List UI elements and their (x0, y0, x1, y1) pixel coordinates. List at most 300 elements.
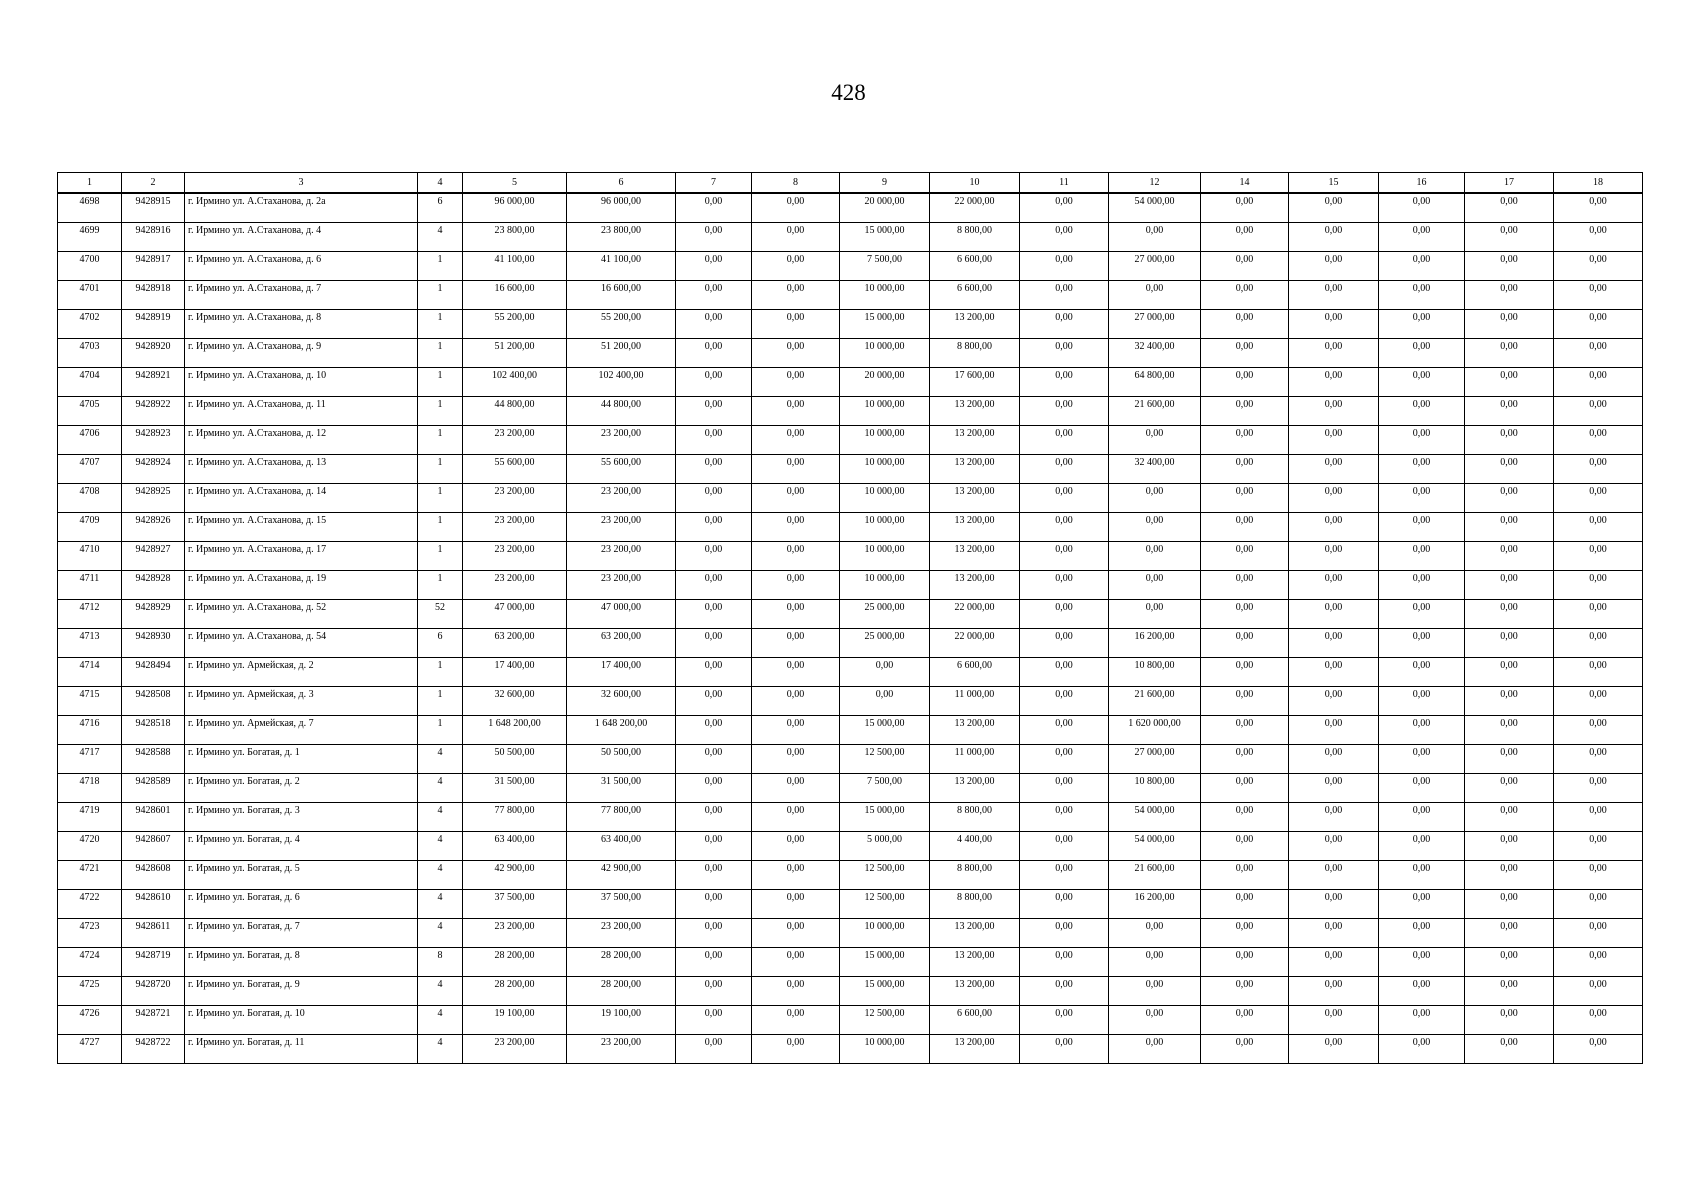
table-cell: 4 (418, 1005, 463, 1034)
table-cell: 47 000,00 (567, 599, 676, 628)
table-cell: 0,00 (676, 193, 752, 222)
table-cell: 4706 (58, 425, 122, 454)
table-cell: г. Ирмино ул. Богатая, д. 3 (185, 802, 418, 831)
table-cell: г. Ирмино ул. А.Стаханова, д. 19 (185, 570, 418, 599)
table-cell: 0,00 (1379, 309, 1465, 338)
table-cell: 0,00 (1554, 541, 1643, 570)
table-cell: 41 100,00 (567, 251, 676, 280)
table-cell: 0,00 (1289, 483, 1379, 512)
table-cell: 4701 (58, 280, 122, 309)
table-cell: 4723 (58, 918, 122, 947)
table-cell: 96 000,00 (463, 193, 567, 222)
table-cell: 12 500,00 (840, 889, 930, 918)
table-cell: 4 (418, 918, 463, 947)
table-cell: 0,00 (1289, 976, 1379, 1005)
table-cell: 0,00 (1379, 396, 1465, 425)
table-cell: 0,00 (1554, 831, 1643, 860)
table-cell: 0,00 (1201, 831, 1289, 860)
table-cell: 0,00 (1201, 715, 1289, 744)
table-cell: 20 000,00 (840, 367, 930, 396)
table-cell: 6 600,00 (930, 657, 1020, 686)
table-cell: 5 000,00 (840, 831, 930, 860)
table-cell: 8 800,00 (930, 889, 1020, 918)
header-row (58, 173, 1643, 194)
table-cell: 9428930 (122, 628, 185, 657)
table-cell: 6 600,00 (930, 280, 1020, 309)
table-cell: 15 000,00 (840, 715, 930, 744)
table-cell: 0,00 (1554, 309, 1643, 338)
table-cell: 0,00 (1554, 599, 1643, 628)
table-cell: 54 000,00 (1109, 831, 1201, 860)
table-cell: 9428601 (122, 802, 185, 831)
table-cell: 10 000,00 (840, 454, 930, 483)
table-cell: 1 (418, 454, 463, 483)
column-header: 2 (122, 173, 185, 194)
table-cell: г. Ирмино ул. А.Стаханова, д. 9 (185, 338, 418, 367)
table-cell: 0,00 (1465, 570, 1554, 599)
table-cell: 4708 (58, 483, 122, 512)
table-cell: 9428917 (122, 251, 185, 280)
table-cell: 28 200,00 (567, 976, 676, 1005)
table-cell: 1 (418, 657, 463, 686)
table-cell: 0,00 (1201, 338, 1289, 367)
table-cell: 23 200,00 (463, 512, 567, 541)
table-cell: 0,00 (1465, 483, 1554, 512)
table-cell: 0,00 (676, 570, 752, 599)
table-cell: 10 000,00 (840, 483, 930, 512)
table-cell: 0,00 (1201, 570, 1289, 599)
table-cell: 8 800,00 (930, 338, 1020, 367)
table-cell: 12 500,00 (840, 744, 930, 773)
table-cell: 10 000,00 (840, 1034, 930, 1063)
table-cell: 9428915 (122, 193, 185, 222)
table-cell: 0,00 (1289, 686, 1379, 715)
table-cell: 4704 (58, 367, 122, 396)
table-cell: 54 000,00 (1109, 193, 1201, 222)
table-cell: 0,00 (1201, 628, 1289, 657)
table-cell: 0,00 (1201, 802, 1289, 831)
table-cell: 15 000,00 (840, 947, 930, 976)
table-cell: 0,00 (1020, 918, 1109, 947)
table-cell: 0,00 (1020, 193, 1109, 222)
table-cell: 4719 (58, 802, 122, 831)
table-cell: 0,00 (1201, 1005, 1289, 1034)
table-cell: 0,00 (752, 483, 840, 512)
table-row (58, 367, 1643, 396)
table-cell: 63 400,00 (463, 831, 567, 860)
table-cell: 0,00 (676, 744, 752, 773)
table-cell: 13 200,00 (930, 309, 1020, 338)
table-cell: 0,00 (1020, 222, 1109, 251)
table-cell: 20 000,00 (840, 193, 930, 222)
table-row (58, 483, 1643, 512)
table-row (58, 425, 1643, 454)
table-cell: 41 100,00 (463, 251, 567, 280)
table-cell: 0,00 (1554, 512, 1643, 541)
table-row (58, 744, 1643, 773)
page-number: 428 (831, 80, 866, 105)
table-cell: 0,00 (1289, 454, 1379, 483)
table-cell: 6 600,00 (930, 251, 1020, 280)
table-cell: 0,00 (1109, 976, 1201, 1005)
table-cell: 0,00 (1465, 512, 1554, 541)
table-cell: 0,00 (1109, 512, 1201, 541)
table-cell: 0,00 (1289, 1005, 1379, 1034)
table-cell: 0,00 (1109, 599, 1201, 628)
table-cell: г. Ирмино ул. Богатая, д. 4 (185, 831, 418, 860)
table-row (58, 715, 1643, 744)
table-cell: 0,00 (676, 802, 752, 831)
table-cell: 0,00 (752, 976, 840, 1005)
table-cell: 0,00 (1379, 367, 1465, 396)
table-cell: 0,00 (1554, 628, 1643, 657)
table-cell: 9428925 (122, 483, 185, 512)
table-cell: 0,00 (1201, 425, 1289, 454)
table-cell: 23 200,00 (463, 570, 567, 599)
table-cell: 0,00 (752, 831, 840, 860)
column-header: 12 (1109, 173, 1201, 194)
table-cell: г. Ирмино ул. Богатая, д. 7 (185, 918, 418, 947)
table-row (58, 396, 1643, 425)
table-cell: 0,00 (1201, 193, 1289, 222)
table-cell: 0,00 (752, 860, 840, 889)
table-cell: 13 200,00 (930, 541, 1020, 570)
table-cell: 4 (418, 222, 463, 251)
table-cell: 0,00 (676, 976, 752, 1005)
table-cell: 0,00 (1289, 222, 1379, 251)
table-cell: 9428916 (122, 222, 185, 251)
table-cell: 8 800,00 (930, 802, 1020, 831)
table-cell: 0,00 (1379, 686, 1465, 715)
table-cell: 0,00 (1379, 570, 1465, 599)
column-header: 17 (1465, 173, 1554, 194)
table-cell: 0,00 (1379, 1005, 1465, 1034)
registry-table (57, 172, 1643, 1064)
table-cell: г. Ирмино ул. Богатая, д. 5 (185, 860, 418, 889)
table-cell: 0,00 (1201, 773, 1289, 802)
table-cell: 0,00 (1379, 831, 1465, 860)
table-cell: 0,00 (1554, 222, 1643, 251)
table-cell: г. Ирмино ул. Богатая, д. 11 (185, 1034, 418, 1063)
table-row (58, 628, 1643, 657)
table-cell: 0,00 (1465, 338, 1554, 367)
column-header: 4 (418, 173, 463, 194)
table-cell: 0,00 (1465, 773, 1554, 802)
table-cell: 0,00 (1465, 425, 1554, 454)
table-cell: 0,00 (1379, 251, 1465, 280)
table-row (58, 889, 1643, 918)
table-cell: 16 200,00 (1109, 889, 1201, 918)
table-cell: 4717 (58, 744, 122, 773)
table-cell: 0,00 (752, 686, 840, 715)
table-cell: 21 600,00 (1109, 860, 1201, 889)
table-cell: 0,00 (1465, 657, 1554, 686)
table-cell: 0,00 (1379, 628, 1465, 657)
table-cell: 0,00 (1109, 1034, 1201, 1063)
table-cell: г. Ирмино ул. А.Стаханова, д. 4 (185, 222, 418, 251)
table-cell: 25 000,00 (840, 599, 930, 628)
table-cell: 55 600,00 (463, 454, 567, 483)
table-cell: 0,00 (1554, 1005, 1643, 1034)
table-cell: 0,00 (1020, 367, 1109, 396)
table-cell: 15 000,00 (840, 222, 930, 251)
table-cell: г. Ирмино ул. А.Стаханова, д. 11 (185, 396, 418, 425)
table-cell: 4 (418, 889, 463, 918)
table-cell: 13 200,00 (930, 715, 1020, 744)
table-row (58, 338, 1643, 367)
table-cell: 0,00 (1020, 744, 1109, 773)
table-cell: 23 200,00 (567, 425, 676, 454)
table-cell: 9428929 (122, 599, 185, 628)
table-cell: 9428518 (122, 715, 185, 744)
table-cell: 0,00 (1020, 976, 1109, 1005)
table-cell: 0,00 (1554, 744, 1643, 773)
table-row (58, 193, 1643, 222)
table-cell: 0,00 (1465, 222, 1554, 251)
table-cell: 0,00 (1465, 280, 1554, 309)
table-cell: 0,00 (752, 396, 840, 425)
table-cell: 0,00 (1379, 280, 1465, 309)
table-cell: 0,00 (1554, 918, 1643, 947)
table-cell: 1 (418, 309, 463, 338)
table-cell: 0,00 (752, 947, 840, 976)
table-cell: 6 (418, 628, 463, 657)
table-body (58, 193, 1643, 1063)
table-row (58, 831, 1643, 860)
table-cell: 21 600,00 (1109, 686, 1201, 715)
table-cell: 0,00 (752, 628, 840, 657)
table-cell: 1 (418, 715, 463, 744)
table-cell: 0,00 (1289, 947, 1379, 976)
table-cell: 0,00 (1201, 599, 1289, 628)
table-cell: 0,00 (1201, 657, 1289, 686)
table-cell: 6 (418, 193, 463, 222)
table-cell: 0,00 (1379, 657, 1465, 686)
table-cell: 0,00 (1379, 425, 1465, 454)
table-cell: г. Ирмино ул. А.Стаханова, д. 2а (185, 193, 418, 222)
table-cell: 1 (418, 512, 463, 541)
table-cell: 63 200,00 (463, 628, 567, 657)
table-cell: 0,00 (752, 715, 840, 744)
table-cell: 23 200,00 (567, 541, 676, 570)
table-cell: 4724 (58, 947, 122, 976)
table-cell: 0,00 (1465, 976, 1554, 1005)
table-cell: 0,00 (1020, 1034, 1109, 1063)
table-cell: 10 000,00 (840, 541, 930, 570)
table-cell: 0,00 (1109, 425, 1201, 454)
table-cell: 10 000,00 (840, 338, 930, 367)
table-cell: 0,00 (1554, 715, 1643, 744)
table-cell: 4709 (58, 512, 122, 541)
table-cell: 13 200,00 (930, 570, 1020, 599)
table-cell: 0,00 (676, 686, 752, 715)
table-row (58, 570, 1643, 599)
table-cell: 0,00 (1020, 657, 1109, 686)
table-cell: 13 200,00 (930, 918, 1020, 947)
table-cell: 0,00 (1554, 338, 1643, 367)
table-cell: 0,00 (1289, 570, 1379, 599)
table-cell: 0,00 (676, 1005, 752, 1034)
table-cell: 0,00 (1289, 193, 1379, 222)
table-cell: г. Ирмино ул. А.Стаханова, д. 8 (185, 309, 418, 338)
table-cell: 9428494 (122, 657, 185, 686)
table-cell: 0,00 (752, 773, 840, 802)
table-cell: 50 500,00 (463, 744, 567, 773)
table-cell: 1 (418, 338, 463, 367)
table-cell: 0,00 (1201, 222, 1289, 251)
table-row (58, 686, 1643, 715)
table-cell: 0,00 (1554, 1034, 1643, 1063)
table-cell: 6 600,00 (930, 1005, 1020, 1034)
table-cell: 0,00 (1554, 570, 1643, 599)
table-cell: г. Ирмино ул. Армейская, д. 3 (185, 686, 418, 715)
table-cell: 23 200,00 (463, 483, 567, 512)
table-cell: 0,00 (1201, 686, 1289, 715)
table-cell: 16 600,00 (463, 280, 567, 309)
table-cell: 23 200,00 (463, 425, 567, 454)
table-cell: 4703 (58, 338, 122, 367)
table-cell: 1 (418, 367, 463, 396)
table-cell: 0,00 (752, 1034, 840, 1063)
table-cell: 13 200,00 (930, 947, 1020, 976)
table-cell: 16 200,00 (1109, 628, 1201, 657)
table-cell: 0,00 (1465, 599, 1554, 628)
table-cell: 4705 (58, 396, 122, 425)
table-cell: 0,00 (1289, 251, 1379, 280)
table-cell: 23 200,00 (463, 918, 567, 947)
table-cell: 0,00 (1201, 367, 1289, 396)
table-cell: 37 500,00 (567, 889, 676, 918)
column-header: 5 (463, 173, 567, 194)
table-cell: 0,00 (1201, 541, 1289, 570)
table-cell: 77 800,00 (567, 802, 676, 831)
table-cell: 0,00 (1020, 570, 1109, 599)
column-header: 18 (1554, 173, 1643, 194)
table-cell: 31 500,00 (463, 773, 567, 802)
table-cell: 0,00 (1554, 802, 1643, 831)
table-cell: 13 200,00 (930, 483, 1020, 512)
table-cell: 23 200,00 (463, 541, 567, 570)
table-cell: 4711 (58, 570, 122, 599)
table-cell: 0,00 (1020, 628, 1109, 657)
table-cell: 0,00 (1379, 483, 1465, 512)
table-cell: 0,00 (1109, 918, 1201, 947)
table-cell: 102 400,00 (567, 367, 676, 396)
table-cell: 0,00 (676, 947, 752, 976)
table-cell: 13 200,00 (930, 396, 1020, 425)
table-cell: 17 400,00 (567, 657, 676, 686)
table-cell: 0,00 (1289, 628, 1379, 657)
table-cell: 0,00 (1289, 918, 1379, 947)
table-cell: 9428928 (122, 570, 185, 599)
table-cell: 0,00 (1289, 396, 1379, 425)
table-cell: 9428720 (122, 976, 185, 1005)
table-cell: г. Ирмино ул. А.Стаханова, д. 14 (185, 483, 418, 512)
table-cell: 31 500,00 (567, 773, 676, 802)
table-cell: 0,00 (1465, 744, 1554, 773)
table-cell: 0,00 (1020, 599, 1109, 628)
table-cell: 0,00 (1379, 512, 1465, 541)
table-cell: 1 620 000,00 (1109, 715, 1201, 744)
table-cell: 4 (418, 744, 463, 773)
table-cell: г. Ирмино ул. А.Стаханова, д. 13 (185, 454, 418, 483)
table-cell: 9428920 (122, 338, 185, 367)
table-cell: 0,00 (1020, 773, 1109, 802)
table-cell: 0,00 (676, 512, 752, 541)
table-cell: 0,00 (676, 222, 752, 251)
table-cell: 13 200,00 (930, 425, 1020, 454)
table-cell: 0,00 (1020, 860, 1109, 889)
table-cell: г. Ирмино ул. А.Стаханова, д. 54 (185, 628, 418, 657)
table-cell: 0,00 (1465, 309, 1554, 338)
table-cell: 13 200,00 (930, 454, 1020, 483)
table-cell: 0,00 (1201, 396, 1289, 425)
table-cell: 0,00 (1020, 454, 1109, 483)
table-cell: 0,00 (752, 251, 840, 280)
table-cell: 0,00 (1379, 541, 1465, 570)
table-cell: 8 800,00 (930, 860, 1020, 889)
table-cell: 0,00 (676, 309, 752, 338)
table-cell: 23 200,00 (463, 1034, 567, 1063)
table-cell: 0,00 (1289, 338, 1379, 367)
table-cell: 7 500,00 (840, 251, 930, 280)
table-cell: 96 000,00 (567, 193, 676, 222)
table-cell: 9428919 (122, 309, 185, 338)
table-cell: 0,00 (752, 918, 840, 947)
table-cell: 0,00 (676, 599, 752, 628)
column-header: 3 (185, 173, 418, 194)
table-cell: 55 200,00 (567, 309, 676, 338)
table-cell: г. Ирмино ул. А.Стаханова, д. 52 (185, 599, 418, 628)
table-cell: 0,00 (752, 570, 840, 599)
table-cell: 4715 (58, 686, 122, 715)
table-cell: 0,00 (1554, 280, 1643, 309)
table-cell: 47 000,00 (463, 599, 567, 628)
table-cell: 0,00 (1379, 976, 1465, 1005)
table-cell: 0,00 (676, 251, 752, 280)
table-cell: 0,00 (676, 367, 752, 396)
table-cell: 0,00 (676, 831, 752, 860)
table-cell: 17 400,00 (463, 657, 567, 686)
column-header: 6 (567, 173, 676, 194)
table-cell: г. Ирмино ул. Богатая, д. 2 (185, 773, 418, 802)
table-row (58, 280, 1643, 309)
table-cell: 0,00 (1554, 686, 1643, 715)
table-cell: 0,00 (752, 367, 840, 396)
table-cell: 4710 (58, 541, 122, 570)
table-cell: 102 400,00 (463, 367, 567, 396)
table-cell: 22 000,00 (930, 628, 1020, 657)
column-header: 7 (676, 173, 752, 194)
table-cell: г. Ирмино ул. А.Стаханова, д. 12 (185, 425, 418, 454)
table-cell: 0,00 (1554, 483, 1643, 512)
table-cell: 32 600,00 (567, 686, 676, 715)
table-cell: 0,00 (752, 309, 840, 338)
table-cell: 0,00 (1379, 338, 1465, 367)
table-cell: 0,00 (1465, 541, 1554, 570)
table-cell: 0,00 (1465, 1005, 1554, 1034)
table-cell: 0,00 (1379, 599, 1465, 628)
table-cell: 0,00 (1020, 1005, 1109, 1034)
column-header: 14 (1201, 173, 1289, 194)
table-cell: 32 400,00 (1109, 454, 1201, 483)
table-cell: 13 200,00 (930, 1034, 1020, 1063)
table-row (58, 251, 1643, 280)
table-cell: 0,00 (1379, 715, 1465, 744)
table-cell: 0,00 (1109, 483, 1201, 512)
table-cell: 0,00 (1465, 686, 1554, 715)
table-cell: 0,00 (1379, 773, 1465, 802)
